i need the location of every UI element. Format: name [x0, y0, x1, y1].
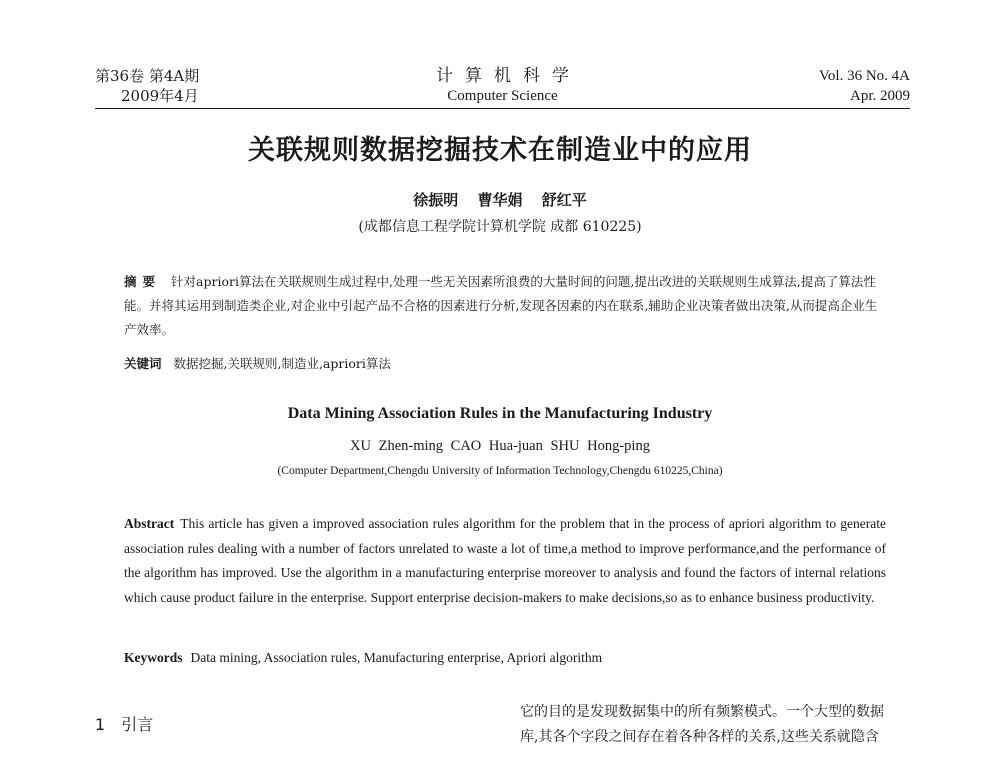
section-title: 引言 [121, 715, 154, 734]
keywords-cn [124, 354, 391, 372]
keywords-en [124, 650, 602, 666]
date-cn: 2009年4月 [121, 87, 199, 105]
authors-en: XU Zhen-ming CAO Hua-juan SHU Hong-ping [350, 438, 650, 454]
header-rule [95, 108, 910, 109]
section-heading-intro [95, 712, 153, 735]
volume-en: Vol. 36 No. 4A [819, 68, 910, 84]
section-number: 1 [95, 715, 106, 734]
abstract-en [124, 512, 886, 610]
date-en: Apr. 2009 [850, 88, 910, 104]
abstract-en-label: Abstract [124, 516, 175, 531]
abstract-cn [124, 270, 884, 342]
keywords-en-text: Data mining, Association rules, Manufacturing enterprise, Apriori algorithm [190, 650, 603, 665]
body-line-2: 库,其各个字段之间存在着各种各样的关系,这些关系就隐含 [520, 729, 879, 745]
keywords-cn-label: 关键词 [124, 356, 162, 371]
volume-issue: 第36卷 第4A期 [95, 67, 200, 85]
body-right-column [520, 700, 910, 750]
keywords-cn-text: 数据挖掘,关联规则,制造业,apriori算法 [173, 356, 391, 371]
affiliation-en: (Computer Department,Chengdu University of Information Technology,Chengdu 610225,China) [277, 465, 723, 477]
journal-name-en: Computer Science [447, 88, 558, 104]
affiliation-cn: (成都信息工程学院计算机学院 成都 610225) [358, 219, 642, 235]
header-right [819, 66, 910, 106]
keywords-en-label: Keywords [124, 650, 183, 665]
body-line-1: 它的目的是发现数据集中的所有频繁模式。一个大型的数据 [520, 704, 884, 720]
authors-cn: 徐振明 曹华娟 舒红平 [413, 191, 587, 209]
journal-header [95, 66, 910, 114]
abstract-cn-label: 摘要 [124, 274, 162, 289]
paper-title-en: Data Mining Association Rules in the Manufacturing Industry [287, 405, 713, 422]
abstract-cn-text: 针对apriori算法在关联规则生成过程中,处理一些无关因素所浪费的大量时间的问题,提出改进的关联规则生成算法,提高了算法性能。并将其运用到制造类企业,对企业中引起产品不合格的因素进行分析,发现各因素的内在联系,辅助企业决策者做出决策,从而提高企业生产效率。 [124, 274, 878, 337]
header-center [95, 66, 910, 106]
paper-title-cn: 关联规则数据挖掘技术在制造业中的应用 [248, 135, 752, 166]
abstract-en-text: This article has given a improved association rules algorithm for the problem that in the process of apriori algorithm to generate association rules dealing with a number of factors unrelated to waste a lot of time,a method to improve performance,and the performance of the algorithm has improved. Use the algorithm in a manufacturing enterprise moreover to analysis and found the factors of internal relations which cause product failure in the enterprise. Support enterprise decision-makers to make decisions,so as to enhance business productivity. [124, 516, 886, 605]
journal-name-cn: 计算机科学 [436, 66, 581, 86]
